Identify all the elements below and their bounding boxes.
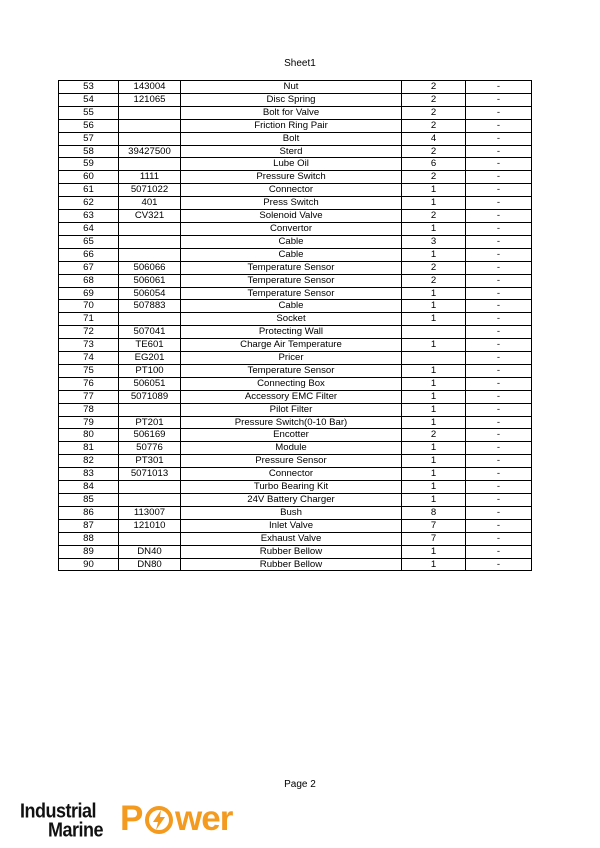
item-number-cell: 82: [59, 455, 119, 468]
item-number-cell: 65: [59, 235, 119, 248]
table-row: [59, 287, 532, 300]
description-cell: Bush: [181, 506, 402, 519]
part-number-cell: 50776: [119, 442, 181, 455]
item-number-cell: 69: [59, 287, 119, 300]
table-row: [59, 558, 532, 571]
remark-cell: -: [466, 377, 532, 390]
part-number-cell: 1111: [119, 171, 181, 184]
part-number-cell: [119, 119, 181, 132]
table-row: [59, 377, 532, 390]
remark-cell: -: [466, 494, 532, 507]
description-cell: Disc Spring: [181, 93, 402, 106]
table-row: [59, 222, 532, 235]
remark-cell: -: [466, 532, 532, 545]
remark-cell: -: [466, 248, 532, 261]
item-number-cell: 76: [59, 377, 119, 390]
quantity-cell: 1: [402, 197, 466, 210]
part-number-cell: PT100: [119, 364, 181, 377]
description-cell: Cable: [181, 248, 402, 261]
table-row: [59, 403, 532, 416]
table-row: [59, 171, 532, 184]
table-row: [59, 506, 532, 519]
remark-cell: -: [466, 352, 532, 365]
description-cell: Pressure Switch(0-10 Bar): [181, 416, 402, 429]
item-number-cell: 62: [59, 197, 119, 210]
part-number-cell: [119, 158, 181, 171]
table-row: [59, 158, 532, 171]
remark-cell: -: [466, 364, 532, 377]
quantity-cell: 1: [402, 481, 466, 494]
table-row: [59, 132, 532, 145]
item-number-cell: 63: [59, 210, 119, 223]
table-row: [59, 145, 532, 158]
quantity-cell: 2: [402, 145, 466, 158]
item-number-cell: 90: [59, 558, 119, 571]
item-number-cell: 59: [59, 158, 119, 171]
item-number-cell: 57: [59, 132, 119, 145]
remark-cell: -: [466, 442, 532, 455]
table-row: [59, 184, 532, 197]
description-cell: Press Switch: [181, 197, 402, 210]
remark-cell: -: [466, 519, 532, 532]
quantity-cell: 1: [402, 364, 466, 377]
description-cell: Convertor: [181, 222, 402, 235]
remark-cell: -: [466, 326, 532, 339]
item-number-cell: 70: [59, 300, 119, 313]
item-number-cell: 83: [59, 468, 119, 481]
item-number-cell: 81: [59, 442, 119, 455]
part-number-cell: 5071013: [119, 468, 181, 481]
table-row: [59, 390, 532, 403]
item-number-cell: 77: [59, 390, 119, 403]
description-cell: Turbo Bearing Kit: [181, 481, 402, 494]
remark-cell: -: [466, 545, 532, 558]
part-number-cell: [119, 222, 181, 235]
table-row: [59, 235, 532, 248]
remark-cell: -: [466, 506, 532, 519]
sheet-title: Sheet1: [284, 58, 316, 69]
part-number-cell: TE601: [119, 339, 181, 352]
description-cell: Inlet Valve: [181, 519, 402, 532]
table-row: [59, 532, 532, 545]
item-number-cell: 89: [59, 545, 119, 558]
quantity-cell: 1: [402, 222, 466, 235]
remark-cell: -: [466, 274, 532, 287]
table-row: [59, 416, 532, 429]
item-number-cell: 80: [59, 429, 119, 442]
quantity-cell: 1: [402, 545, 466, 558]
remark-cell: -: [466, 210, 532, 223]
description-cell: Lube Oil: [181, 158, 402, 171]
quantity-cell: 4: [402, 132, 466, 145]
quantity-cell: 1: [402, 184, 466, 197]
description-cell: Pressure Switch: [181, 171, 402, 184]
description-cell: Bolt for Valve: [181, 106, 402, 119]
remark-cell: -: [466, 184, 532, 197]
part-number-cell: [119, 481, 181, 494]
logo-word-wer: wer: [175, 799, 233, 838]
quantity-cell: 1: [402, 558, 466, 571]
description-cell: Cable: [181, 235, 402, 248]
part-number-cell: [119, 106, 181, 119]
item-number-cell: 74: [59, 352, 119, 365]
part-number-cell: [119, 403, 181, 416]
remark-cell: -: [466, 93, 532, 106]
description-cell: Connecting Box: [181, 377, 402, 390]
description-cell: Socket: [181, 313, 402, 326]
quantity-cell: 1: [402, 468, 466, 481]
quantity-cell: 1: [402, 494, 466, 507]
item-number-cell: 64: [59, 222, 119, 235]
logo-word-marine: Marine: [48, 817, 104, 841]
description-cell: Nut: [181, 81, 402, 94]
quantity-cell: 2: [402, 261, 466, 274]
item-number-cell: 53: [59, 81, 119, 94]
item-number-cell: 54: [59, 93, 119, 106]
brand-logo: [20, 798, 233, 841]
description-cell: Connector: [181, 468, 402, 481]
part-number-cell: PT301: [119, 455, 181, 468]
part-number-cell: 506051: [119, 377, 181, 390]
part-number-cell: [119, 248, 181, 261]
part-number-cell: 507883: [119, 300, 181, 313]
part-number-cell: EG201: [119, 352, 181, 365]
table-row: [59, 210, 532, 223]
remark-cell: -: [466, 222, 532, 235]
description-cell: Pricer: [181, 352, 402, 365]
quantity-cell: 2: [402, 119, 466, 132]
description-cell: Sterd: [181, 145, 402, 158]
item-number-cell: 73: [59, 339, 119, 352]
quantity-cell: 1: [402, 442, 466, 455]
description-cell: Rubber Bellow: [181, 558, 402, 571]
part-number-cell: 5071089: [119, 390, 181, 403]
table-row: [59, 494, 532, 507]
remark-cell: -: [466, 171, 532, 184]
table-row: [59, 364, 532, 377]
remark-cell: -: [466, 416, 532, 429]
table-row: [59, 481, 532, 494]
quantity-cell: 1: [402, 300, 466, 313]
item-number-cell: 75: [59, 364, 119, 377]
remark-cell: -: [466, 558, 532, 571]
item-number-cell: 88: [59, 532, 119, 545]
remark-cell: -: [466, 481, 532, 494]
table-row: [59, 261, 532, 274]
item-number-cell: 56: [59, 119, 119, 132]
part-number-cell: CV321: [119, 210, 181, 223]
table-row: [59, 248, 532, 261]
remark-cell: -: [466, 197, 532, 210]
table-row: [59, 519, 532, 532]
quantity-cell: 1: [402, 416, 466, 429]
table-row: [59, 545, 532, 558]
remark-cell: -: [466, 390, 532, 403]
part-number-cell: 506061: [119, 274, 181, 287]
part-number-cell: DN40: [119, 545, 181, 558]
description-cell: Module: [181, 442, 402, 455]
part-number-cell: 39427500: [119, 145, 181, 158]
item-number-cell: 68: [59, 274, 119, 287]
lightning-bolt-icon: [144, 805, 174, 835]
part-number-cell: [119, 532, 181, 545]
part-number-cell: 143004: [119, 81, 181, 94]
quantity-cell: 2: [402, 210, 466, 223]
table-row: [59, 300, 532, 313]
table-row: [59, 197, 532, 210]
part-number-cell: [119, 132, 181, 145]
item-number-cell: 60: [59, 171, 119, 184]
remark-cell: -: [466, 235, 532, 248]
remark-cell: -: [466, 106, 532, 119]
description-cell: Temperature Sensor: [181, 287, 402, 300]
remark-cell: -: [466, 81, 532, 94]
item-number-cell: 79: [59, 416, 119, 429]
quantity-cell: 1: [402, 339, 466, 352]
parts-table-body: [59, 81, 532, 571]
item-number-cell: 86: [59, 506, 119, 519]
description-cell: Charge Air Temperature: [181, 339, 402, 352]
item-number-cell: 78: [59, 403, 119, 416]
quantity-cell: 1: [402, 248, 466, 261]
description-cell: 24V Battery Charger: [181, 494, 402, 507]
item-number-cell: 87: [59, 519, 119, 532]
table-row: [59, 352, 532, 365]
description-cell: Pressure Sensor: [181, 455, 402, 468]
item-number-cell: 58: [59, 145, 119, 158]
item-number-cell: 66: [59, 248, 119, 261]
quantity-cell: 8: [402, 506, 466, 519]
quantity-cell: 7: [402, 532, 466, 545]
part-number-cell: 113007: [119, 506, 181, 519]
description-cell: Protecting Wall: [181, 326, 402, 339]
logo-letter-p: P: [120, 799, 144, 838]
part-number-cell: DN80: [119, 558, 181, 571]
part-number-cell: 507041: [119, 326, 181, 339]
remark-cell: -: [466, 158, 532, 171]
quantity-cell: 7: [402, 519, 466, 532]
table-row: [59, 442, 532, 455]
quantity-cell: 3: [402, 235, 466, 248]
description-cell: Pilot Filter: [181, 403, 402, 416]
description-cell: Solenoid Valve: [181, 210, 402, 223]
quantity-cell: 2: [402, 171, 466, 184]
description-cell: Bolt: [181, 132, 402, 145]
quantity-cell: 1: [402, 313, 466, 326]
remark-cell: -: [466, 313, 532, 326]
description-cell: Connector: [181, 184, 402, 197]
quantity-cell: 2: [402, 93, 466, 106]
quantity-cell: 1: [402, 287, 466, 300]
item-number-cell: 67: [59, 261, 119, 274]
part-number-cell: 5071022: [119, 184, 181, 197]
item-number-cell: 61: [59, 184, 119, 197]
table-row: [59, 106, 532, 119]
quantity-cell: 1: [402, 455, 466, 468]
description-cell: Exhaust Valve: [181, 532, 402, 545]
remark-cell: -: [466, 468, 532, 481]
quantity-cell: 2: [402, 274, 466, 287]
description-cell: Cable: [181, 300, 402, 313]
remark-cell: -: [466, 261, 532, 274]
quantity-cell: 2: [402, 81, 466, 94]
part-number-cell: [119, 235, 181, 248]
remark-cell: -: [466, 287, 532, 300]
logo-word-industrial: Industrial: [20, 798, 97, 822]
part-number-cell: 121065: [119, 93, 181, 106]
part-number-cell: [119, 313, 181, 326]
description-cell: Temperature Sensor: [181, 261, 402, 274]
item-number-cell: 55: [59, 106, 119, 119]
part-number-cell: 401: [119, 197, 181, 210]
quantity-cell: [402, 326, 466, 339]
table-row: [59, 119, 532, 132]
description-cell: Friction Ring Pair: [181, 119, 402, 132]
item-number-cell: 84: [59, 481, 119, 494]
table-row: [59, 313, 532, 326]
quantity-cell: 1: [402, 403, 466, 416]
table-row: [59, 93, 532, 106]
description-cell: Accessory EMC Filter: [181, 390, 402, 403]
item-number-cell: 72: [59, 326, 119, 339]
remark-cell: -: [466, 145, 532, 158]
description-cell: Encotter: [181, 429, 402, 442]
quantity-cell: 6: [402, 158, 466, 171]
table-row: [59, 468, 532, 481]
quantity-cell: 2: [402, 106, 466, 119]
table-row: [59, 81, 532, 94]
table-row: [59, 339, 532, 352]
remark-cell: -: [466, 455, 532, 468]
table-row: [59, 455, 532, 468]
remark-cell: -: [466, 119, 532, 132]
part-number-cell: 506066: [119, 261, 181, 274]
part-number-cell: [119, 494, 181, 507]
table-row: [59, 326, 532, 339]
remark-cell: -: [466, 429, 532, 442]
table-row: [59, 429, 532, 442]
remark-cell: -: [466, 132, 532, 145]
quantity-cell: 2: [402, 429, 466, 442]
part-number-cell: 121010: [119, 519, 181, 532]
description-cell: Temperature Sensor: [181, 274, 402, 287]
item-number-cell: 85: [59, 494, 119, 507]
table-row: [59, 274, 532, 287]
parts-table: [58, 80, 532, 571]
part-number-cell: PT201: [119, 416, 181, 429]
description-cell: Rubber Bellow: [181, 545, 402, 558]
part-number-cell: 506054: [119, 287, 181, 300]
description-cell: Temperature Sensor: [181, 364, 402, 377]
quantity-cell: 1: [402, 377, 466, 390]
remark-cell: -: [466, 403, 532, 416]
page-number: Page 2: [284, 779, 316, 790]
item-number-cell: 71: [59, 313, 119, 326]
part-number-cell: 506169: [119, 429, 181, 442]
quantity-cell: [402, 352, 466, 365]
remark-cell: -: [466, 339, 532, 352]
remark-cell: -: [466, 300, 532, 313]
quantity-cell: 1: [402, 390, 466, 403]
